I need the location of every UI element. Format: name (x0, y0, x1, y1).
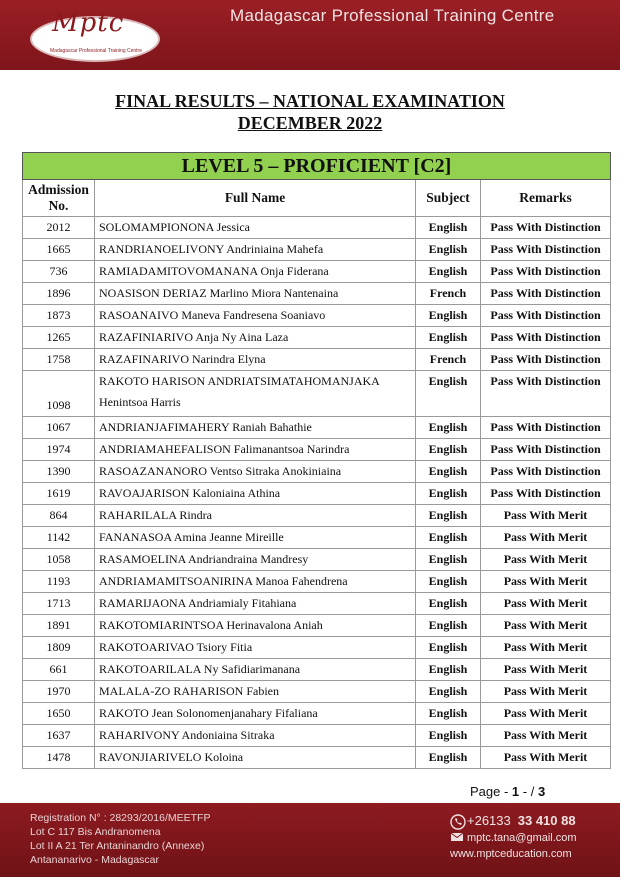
admission-cell: 736 (23, 261, 95, 283)
name-cell: RAHARIVONY Andoniaina Sitraka (95, 725, 416, 747)
subject-cell: English (416, 261, 481, 283)
remarks-cell: Pass With Merit (481, 593, 611, 615)
remarks-cell: Pass With Merit (481, 615, 611, 637)
table-row (23, 283, 611, 305)
logo-text: Mptc (52, 8, 125, 38)
page-number (470, 784, 545, 799)
table-row (23, 527, 611, 549)
table-row (23, 571, 611, 593)
subject-cell: English (416, 439, 481, 461)
name-cell: RASOAZANANORO Ventso Sitraka Anokiniaina (95, 461, 416, 483)
name-cell: MALALA-ZO RAHARISON Fabien (95, 681, 416, 703)
subject-cell: English (416, 659, 481, 681)
table-row (23, 327, 611, 349)
table-row (23, 439, 611, 461)
footer-email (450, 831, 577, 845)
name-cell: RAMARIJAONA Andriamialy Fitahiana (95, 593, 416, 615)
name-cell: RAVONJIARIVELO Koloina (95, 747, 416, 769)
subject-cell: French (416, 349, 481, 371)
results-table (22, 152, 611, 769)
col-admission: Admission No. (23, 180, 95, 217)
remarks-cell: Pass With Distinction (481, 439, 611, 461)
remarks-cell: Pass With Distinction (481, 417, 611, 439)
col-remarks: Remarks (481, 180, 611, 217)
table-row (23, 417, 611, 439)
remarks-cell: Pass With Merit (481, 725, 611, 747)
address-line-2: Lot II A 21 Ter Antaninandro (Annexe) (30, 840, 205, 852)
subject-cell: English (416, 747, 481, 769)
table-row (23, 549, 611, 571)
page-sep: - / (519, 784, 538, 799)
name-cell (95, 371, 416, 417)
name-line-2: Henintsoa Harris (99, 395, 181, 409)
admission-cell: 1058 (23, 549, 95, 571)
admission-cell: 1478 (23, 747, 95, 769)
footer-contact (450, 813, 577, 860)
name-cell: RASOANAIVO Maneva Fandresena Soaniavo (95, 305, 416, 327)
name-cell: ANDRIANJAFIMAHERY Raniah Bahathie (95, 417, 416, 439)
remarks-cell: Pass With Merit (481, 637, 611, 659)
name-cell: RAKOTOARILALA Ny Safidiarimanana (95, 659, 416, 681)
subject-cell: English (416, 593, 481, 615)
subject-cell: English (416, 549, 481, 571)
admission-cell: 1713 (23, 593, 95, 615)
subject-cell: French (416, 283, 481, 305)
footer-address (30, 811, 210, 867)
subject-cell: English (416, 505, 481, 527)
col-name: Full Name (95, 180, 416, 217)
admission-cell: 1619 (23, 483, 95, 505)
remarks-cell: Pass With Distinction (481, 327, 611, 349)
remarks-cell: Pass With Distinction (481, 461, 611, 483)
footer-band (0, 803, 620, 877)
remarks-cell: Pass With Distinction (481, 483, 611, 505)
remarks-cell: Pass With Distinction (481, 283, 611, 305)
table-row (23, 637, 611, 659)
name-cell: NOASISON DERIAZ Marlino Miora Nantenaina (95, 283, 416, 305)
admission-cell: 661 (23, 659, 95, 681)
table-row (23, 305, 611, 327)
remarks-cell: Pass With Merit (481, 747, 611, 769)
table-row (23, 725, 611, 747)
header-row (23, 180, 611, 217)
subject-cell: English (416, 305, 481, 327)
admission-cell: 1265 (23, 327, 95, 349)
phone-prefix: +26133 (467, 813, 511, 828)
remarks-cell: Pass With Distinction (481, 371, 611, 417)
col-subject: Subject (416, 180, 481, 217)
admission-cell: 1067 (23, 417, 95, 439)
name-cell: FANANASOA Amina Jeanne Mireille (95, 527, 416, 549)
subject-cell: English (416, 571, 481, 593)
name-cell: SOLOMAMPIONONA Jessica (95, 217, 416, 239)
name-cell: RAKOTOARIVAO Tsiory Fitia (95, 637, 416, 659)
admission-cell: 1098 (23, 371, 95, 417)
page-total: 3 (537, 784, 546, 799)
subject-cell: English (416, 637, 481, 659)
name-cell: RAVOAJARISON Kaloniaina Athina (95, 483, 416, 505)
logo-subtext: Madagascar Professional Training Centre (50, 48, 142, 54)
table-row (23, 239, 611, 261)
admission-cell: 1974 (23, 439, 95, 461)
remarks-cell: Pass With Merit (481, 571, 611, 593)
table-row (23, 261, 611, 283)
level-heading: LEVEL 5 – PROFICIENT [C2] (23, 153, 611, 180)
phone-icon (450, 814, 464, 828)
remarks-cell: Pass With Distinction (481, 239, 611, 261)
name-cell: RAHARILALA Rindra (95, 505, 416, 527)
email-link[interactable]: mptc.tana@gmail.com (467, 832, 577, 844)
table-row (23, 505, 611, 527)
name-cell: RAZAFINIARIVO Anja Ny Aina Laza (95, 327, 416, 349)
admission-cell: 1637 (23, 725, 95, 747)
footer-website (450, 848, 577, 860)
name-cell: RANDRIANOELIVONY Andriniaina Mahefa (95, 239, 416, 261)
remarks-cell: Pass With Merit (481, 681, 611, 703)
remarks-cell: Pass With Merit (481, 527, 611, 549)
subject-cell: English (416, 725, 481, 747)
name-cell: RAZAFINARIVO Narindra Elyna (95, 349, 416, 371)
admission-cell: 1891 (23, 615, 95, 637)
name-cell: ANDRIAMAMITSOANIRINA Manoa Fahendrena (95, 571, 416, 593)
name-cell: RAMIADAMITOVOMANANA Onja Fiderana (95, 261, 416, 283)
document-subtitle: DECEMBER 2022 (237, 113, 383, 133)
table-row (23, 483, 611, 505)
registration-number: Registration N° : 28293/2016/MEETFP (30, 812, 211, 824)
admission-cell: 1758 (23, 349, 95, 371)
remarks-cell: Pass With Merit (481, 549, 611, 571)
name-cell: RAKOTO Jean Solonomenjanahary Fifaliana (95, 703, 416, 725)
subject-cell: English (416, 681, 481, 703)
subject-cell: English (416, 239, 481, 261)
admission-cell: 1970 (23, 681, 95, 703)
subject-cell: English (416, 217, 481, 239)
subject-cell: English (416, 483, 481, 505)
admission-cell: 1873 (23, 305, 95, 327)
name-line-1: RAKOTO HARISON ANDRIATSIMATAHOMANJAKA (99, 374, 380, 388)
subject-cell: English (416, 417, 481, 439)
subject-cell: English (416, 371, 481, 417)
subject-cell: English (416, 461, 481, 483)
remarks-cell: Pass With Distinction (481, 305, 611, 327)
remarks-cell: Pass With Distinction (481, 217, 611, 239)
subject-cell: English (416, 527, 481, 549)
admission-cell: 864 (23, 505, 95, 527)
remarks-cell: Pass With Distinction (481, 349, 611, 371)
website-link[interactable]: www.mptceducation.com (450, 848, 572, 860)
remarks-cell: Pass With Merit (481, 659, 611, 681)
table-row (23, 461, 611, 483)
remarks-cell: Pass With Merit (481, 703, 611, 725)
admission-cell: 1896 (23, 283, 95, 305)
phone-number: 33 410 88 (517, 813, 576, 828)
name-cell: RASAMOELINA Andriandraina Mandresy (95, 549, 416, 571)
table-row (23, 681, 611, 703)
table-row (23, 217, 611, 239)
remarks-cell: Pass With Merit (481, 505, 611, 527)
mail-icon (450, 831, 464, 845)
subject-cell: English (416, 327, 481, 349)
table-row (23, 349, 611, 371)
name-cell: ANDRIAMAHEFALISON Falimanantsoa Narindra (95, 439, 416, 461)
header-band (0, 0, 620, 70)
page-prefix: Page - (470, 784, 512, 799)
table-row (23, 747, 611, 769)
subject-cell: English (416, 703, 481, 725)
admission-cell: 1809 (23, 637, 95, 659)
document-title: FINAL RESULTS – NATIONAL EXAMINATION (115, 91, 505, 111)
subject-cell: English (416, 615, 481, 637)
admission-cell: 1390 (23, 461, 95, 483)
name-cell: RAKOTOMIARINTSOA Herinavalona Aniah (95, 615, 416, 637)
header-title: Madagascar Professional Training Centre (230, 6, 555, 25)
admission-cell: 1193 (23, 571, 95, 593)
table-row (23, 703, 611, 725)
table-row (23, 371, 611, 417)
address-city: Antananarivo - Madagascar (30, 854, 159, 866)
footer-phone (450, 813, 577, 828)
remarks-cell: Pass With Distinction (481, 261, 611, 283)
level-row (23, 153, 611, 180)
table-row (23, 615, 611, 637)
admission-cell: 1665 (23, 239, 95, 261)
admission-cell: 1142 (23, 527, 95, 549)
admission-cell: 2012 (23, 217, 95, 239)
table-row (23, 659, 611, 681)
page-current: 1 (511, 784, 520, 799)
address-line-1: Lot C 117 Bis Andranomena (30, 826, 161, 838)
admission-cell: 1650 (23, 703, 95, 725)
table-row (23, 593, 611, 615)
